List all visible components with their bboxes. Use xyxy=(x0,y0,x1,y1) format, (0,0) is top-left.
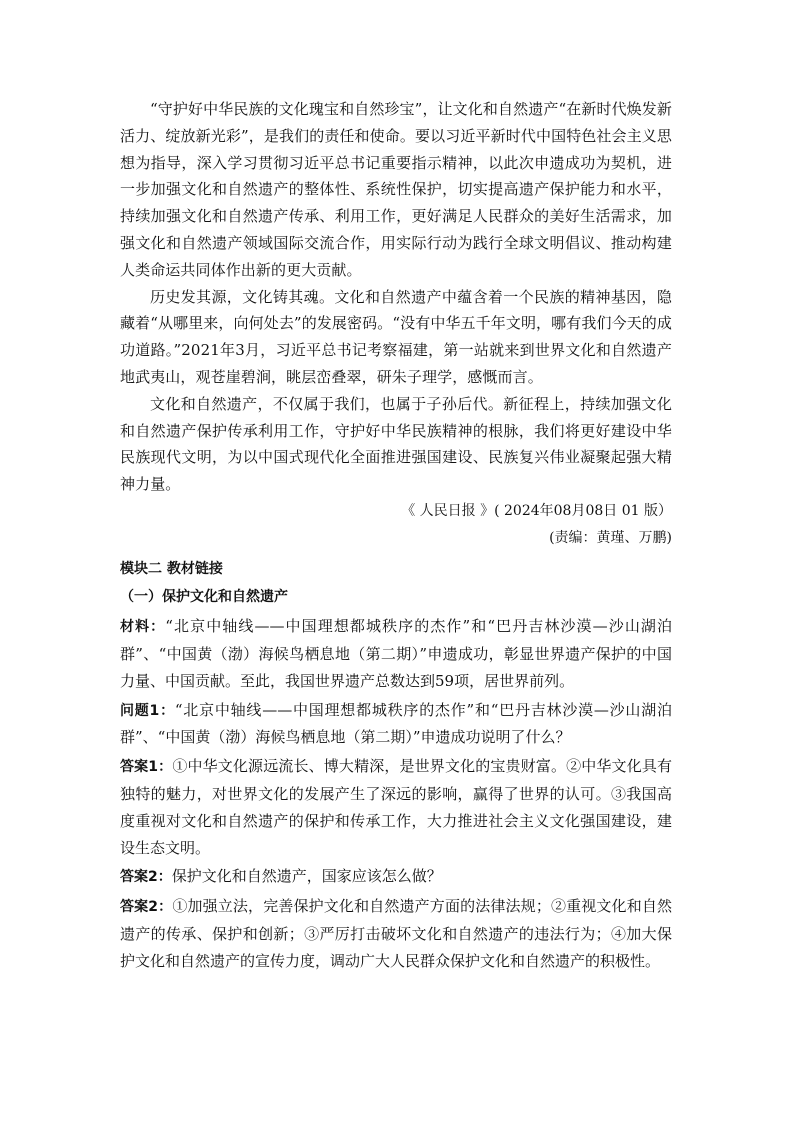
material-block xyxy=(120,613,672,694)
article-paragraph-1: “守护好中华民族的文化瑰宝和自然珍宝”，让文化和自然遗产“在新时代焕发新活力、绽放新光彩”，是我们的责任和使命。要以习近平新时代中国特色社会主义思想为指导，深入学习贯彻习近平总书记重要指示精神，以此次申遗成功为契机，进一步加强文化和自然遗产的整体性、系统性保护，切实提高遗产保护能力和水平，持续加强文化和自然遗产传承、利用工作，更好满足人民群众的美好生活需求，加强文化和自然遗产领域国际交流合作，用实际行动为践行全球文明倡议、推动构建人类命运共同体作出新的更大贡献。 xyxy=(120,100,672,279)
question-1-block xyxy=(120,697,672,752)
answer-1-text: ①中华文化源远流长、博大精深，是世界文化的宝贵财富。②中华文化具有独特的魅力，对世界文化的发展产生了深远的影响，赢得了世界的认可。③我国高度重视对文化和自然遗产的保护和传承工作，大力推进社会主义文化强国建设，建设生态文明。 xyxy=(120,757,672,857)
module-subtitle: （一）保护文化和自然遗产 xyxy=(120,589,288,606)
document-page xyxy=(120,96,672,975)
answer-2-block xyxy=(120,893,672,974)
material-label: 材料： xyxy=(120,619,166,636)
article-paragraph-3: 文化和自然遗产，不仅属于我们，也属于子孙后代。新征程上，持续加强文化和自然遗产保护传承利用工作，守护好中华民族精神的根脉，我们将更好建设中华民族现代文明，为以中国式现代化全面推进强国建设、民族复兴伟业凝聚起强大精神力量。 xyxy=(120,394,672,494)
question-1-label: 问题1： xyxy=(120,702,175,719)
question-2-block xyxy=(120,863,672,891)
article-source: 《 人民日报 》( 2024年08月08日 01 版） xyxy=(401,502,672,519)
answer-2-label: 答案2： xyxy=(120,899,173,916)
material-text: “北京中轴线——中国理想都城秩序的杰作”和“巴丹吉林沙漠—沙山湖泊群”、“中国黄（渤）海候鸟栖息地（第二期）”申遗成功，彰显世界遗产保护的中国力量、中国贡献。至此，我国世界遗产总数达到59项，居世界前列。 xyxy=(120,617,672,690)
question-1-text: “北京中轴线——中国理想都城秩序的杰作”和“巴丹吉林沙漠—沙山湖泊群”、“中国黄（渤）海候鸟栖息地（第二期）”申遗成功说明了什么？ xyxy=(120,700,672,747)
article-editor: (责编：黄瑾、万鹏) xyxy=(549,529,672,546)
article-paragraph-2: 历史发其源，文化铸其魂。文化和自然遗产中蕴含着一个民族的精神基因，隐藏着“从哪里来，向何处去”的发展密码。“没有中华五千年文明，哪有我们今天的成功道路。”2021年3月，习近平总书记考察福建，第一站就来到世界文化和自然遗产地武夷山，观苍崖碧涧，眺层峦叠翠，研朱子理学，感慨而言。 xyxy=(120,287,672,386)
question-2-text: 保护文化和自然遗产，国家应该怎么做？ xyxy=(171,867,442,886)
answer-2-text: ①加强立法，完善保护文化和自然遗产方面的法律法规；②重视文化和自然遗产的传承、保护和创新；③严厉打击破坏文化和自然遗产的违法行为；④加大保护文化和自然遗产的宣传力度，调动广大人民群众保护文化和自然遗产的积极性。 xyxy=(120,897,672,970)
answer-1-label: 答案1： xyxy=(120,759,173,776)
answer-1-block xyxy=(120,753,672,861)
question-2-label: 答案2： xyxy=(120,869,172,886)
module-title: 模块二 教材链接 xyxy=(120,560,223,577)
